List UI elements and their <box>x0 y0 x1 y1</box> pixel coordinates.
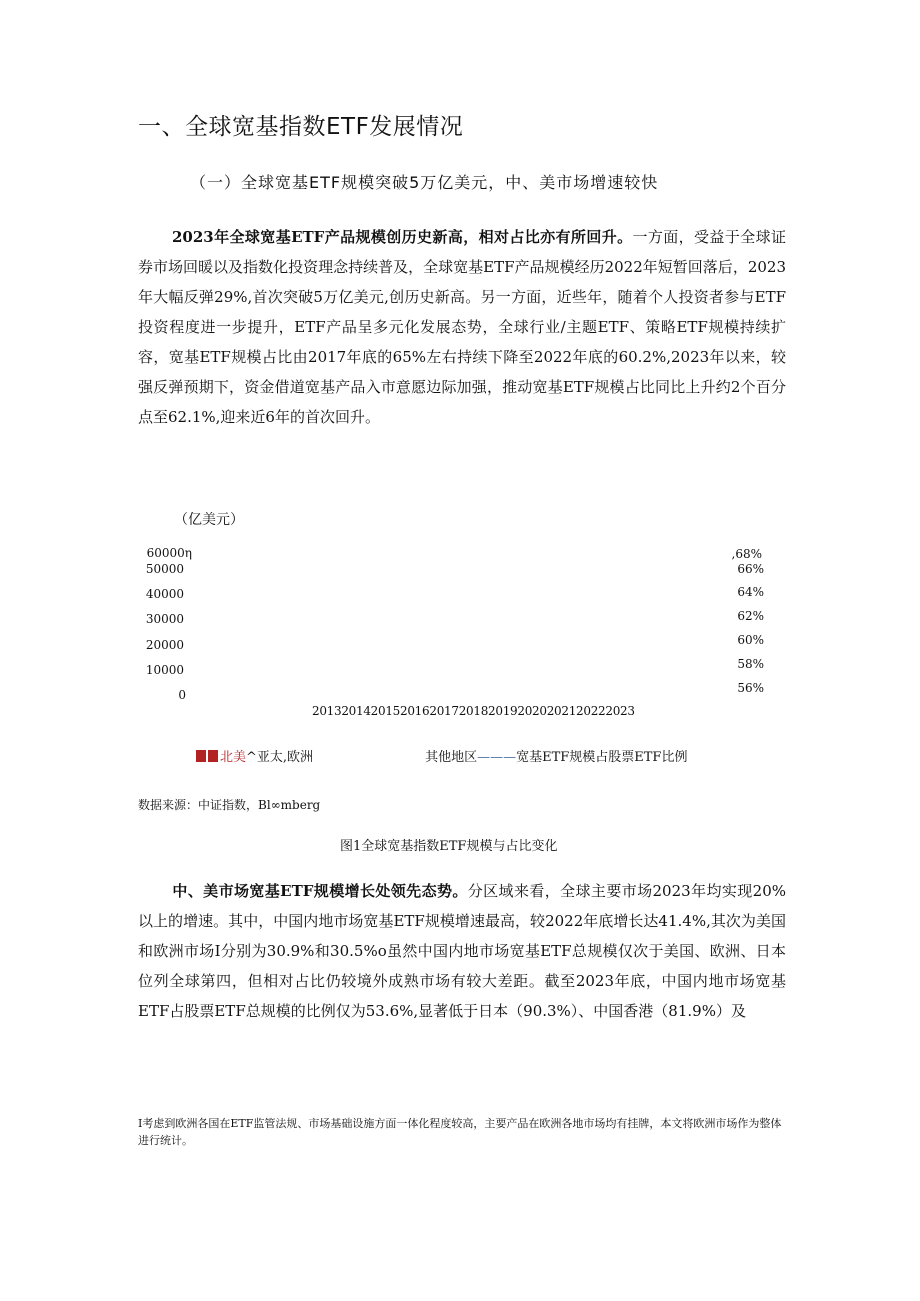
y-tick-label: 50000 <box>145 562 184 576</box>
paragraph-2 <box>138 876 786 1026</box>
y2-tick-label: 62% <box>737 609 764 623</box>
legend-label-ratio: 宽基ETF规模占股票ETF比例 <box>516 750 688 765</box>
legend-label-north-america: 北美 <box>220 750 247 765</box>
paragraph-2-body: 分区域来看，全球主要市场2023年均实现20%以上的增速。其中，中国内地市场宽基ETF规模增速最高，较2022年底增长达41.4%,其次为美国和欧洲市场I分别为30.9%和30.5%o虽然中国内地市场宽基ETF总规模仅次于美国、欧洲、日本位列全球第四，但相对占比仍较境外成熟市场有较大差距。截至2023年底，中国内地市场宽基ETF占股票ETF总规模的比例仅为53.6%,显著低于日本（90.3%）、中国香港（81.9%）及 <box>138 882 787 1020</box>
legend-line-mark: ——— <box>477 750 517 765</box>
legend-label-asia-pacific: ^亚太, <box>246 750 288 765</box>
y-tick-label: 30000 <box>145 612 184 626</box>
y2-tick-label: 64% <box>737 585 764 599</box>
footnote: I考虑到欧洲各国在ETF监管法规、市场基础设施方面一体化程度较高，主要产品在欧洲各地市场均有挂牌，本文将欧洲市场作为整体进行统计。 <box>138 1117 782 1147</box>
legend-swatch-north-america <box>196 750 206 762</box>
subsection-heading: （一）全球宽基ETF规模突破5万亿美元，中、美市场增速较快 <box>190 173 659 192</box>
legend-label-europe: 欧洲 <box>287 750 314 765</box>
chart-unit-label: （亿美元） <box>174 512 244 528</box>
y-tick-label: 60000η <box>146 546 192 560</box>
figure-caption: 图1全球宽基指数ETF规模与占比变化 <box>340 839 558 854</box>
section-heading: 一、全球宽基指数ETF发展情况 <box>138 114 464 140</box>
paragraph-1-lead: 2023年全球宽基ETF产品规模创历史新高，相对占比亦有所回升。 <box>172 228 633 246</box>
paragraph-1-body: 一方面，受益于全球证券市场回暖以及指数化投资理念持续普及，全球宽基ETF产品规模经历2022年短暂回落后，2023年大幅反弹29%,首次突破5万亿美元,创历史新高。另一方面，近些年，随着个人投资者参与ETF投资程度进一步提升，ETF产品呈多元化发展态势，全球行业/主题ETF、策略ETF规模持续扩容，宽基ETF规模占比由2017年底的65%左右持续下降至2022年底的60.2%,2023年以来，较强反弹预期下，资金借道宽基产品入市意愿边际加强，推动宽基ETF规模占比同比上升约2个百分点至62.1%,迎来近6年的首次回升。 <box>138 228 786 426</box>
legend-swatch-asia-pacific <box>208 750 218 762</box>
y-tick-label: 40000 <box>145 587 184 601</box>
chart-legend <box>196 746 687 765</box>
legend-label-other: 其他地区 <box>425 750 478 765</box>
y2-tick-label: ,68% <box>731 547 762 561</box>
y2-tick-label: 56% <box>737 681 764 695</box>
paragraph-1 <box>138 222 786 432</box>
y-tick-label: 10000 <box>145 663 184 677</box>
y-tick-label: 20000 <box>145 638 184 652</box>
y2-tick-label: 66% <box>737 562 764 576</box>
data-source: 数据来源：中证指数，Bl∞mberg <box>138 798 321 812</box>
y2-tick-label: 60% <box>737 633 764 647</box>
paragraph-2-lead: 中、美市场宽基ETF规模增长处领先态势。 <box>172 882 468 900</box>
y2-tick-label: 58% <box>737 657 764 671</box>
x-axis-labels: 2013201420152016201720182019202020212022​2023 <box>312 704 635 718</box>
y-tick-label: 0 <box>178 688 186 702</box>
